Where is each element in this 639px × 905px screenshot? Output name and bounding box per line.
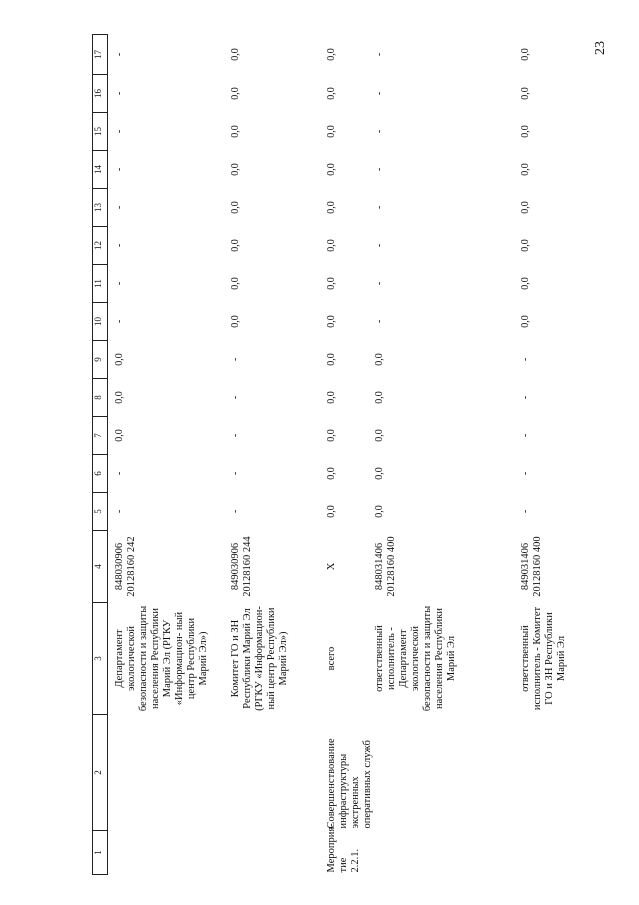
value-cell: - (114, 243, 125, 248)
value-cell: 0,0 (325, 467, 337, 480)
column-header: 14 (93, 151, 108, 189)
value-cell: - (373, 205, 385, 210)
activity-name-cell (108, 715, 230, 831)
column-header: 17 (93, 35, 108, 75)
value-cell: - (373, 281, 385, 286)
value-cell: - (114, 91, 125, 96)
value-cell: - (373, 91, 385, 96)
value-cell: - (519, 433, 531, 438)
value-cell: 0,0 (229, 277, 241, 290)
value-cell: - (114, 281, 125, 286)
value-cell: 0,0 (229, 125, 241, 138)
value-cell: 0,0 (325, 505, 337, 518)
value-cell: 0,0 (519, 277, 531, 290)
column-header: 15 (93, 113, 108, 151)
activity-cell (108, 831, 230, 875)
value-cell: 0,0 (325, 315, 337, 328)
rotated-table-wrapper (92, 35, 631, 875)
value-cell: - (229, 433, 241, 438)
value-cell: 0,0 (229, 48, 241, 61)
value-cell: 0,0 (114, 429, 125, 442)
executor-cell: всего (325, 646, 337, 671)
column-header: 7 (93, 417, 108, 455)
activity-cell (230, 831, 326, 875)
value-cell: 0,0 (325, 277, 337, 290)
value-cell: 0,0 (519, 125, 531, 138)
value-cell: 0,0 (325, 429, 337, 442)
budget-code-cell: X (325, 562, 337, 571)
value-cell: - (229, 509, 241, 514)
value-cell: - (229, 471, 241, 476)
value-cell: - (114, 167, 125, 172)
value-cell: 0,0 (519, 239, 531, 252)
value-cell: 0,0 (325, 163, 337, 176)
value-cell: - (519, 395, 531, 400)
table-row (326, 35, 374, 875)
value-cell: 0,0 (519, 315, 531, 328)
value-cell: - (114, 52, 125, 57)
value-cell: - (373, 52, 385, 57)
header-row (93, 35, 108, 875)
budget-table (92, 34, 600, 875)
value-cell: 0,0 (519, 48, 531, 61)
value-cell: - (519, 509, 531, 514)
executor-cell: ответственный исполнитель - Комитет ГО и ЗН Республики Марий Эл (519, 606, 567, 711)
column-header: 10 (93, 303, 108, 341)
value-cell: 0,0 (325, 48, 337, 61)
value-cell: - (114, 129, 125, 134)
value-cell: - (114, 471, 125, 476)
value-cell: 0,0 (373, 467, 385, 480)
value-cell: 0,0 (229, 201, 241, 214)
value-cell: 0,0 (325, 201, 337, 214)
column-header: 1 (93, 831, 108, 875)
value-cell: 0,0 (325, 125, 337, 138)
value-cell: - (229, 395, 241, 400)
value-cell: - (229, 357, 241, 362)
value-cell: 0,0 (325, 353, 337, 366)
table-row (108, 35, 230, 875)
activity-name-cell: Совершенствование инфраструктуры экстренных оперативных служб (325, 738, 373, 829)
value-cell: 0,0 (229, 315, 241, 328)
column-header: 6 (93, 455, 108, 493)
activity-cell (374, 831, 520, 875)
activity-cell: Мероприя- тие 2.2.1. (325, 823, 361, 873)
column-header: 4 (93, 531, 108, 603)
value-cell: - (114, 205, 125, 210)
column-header: 2 (93, 715, 108, 831)
page-number: 23 (593, 41, 608, 55)
value-cell: 0,0 (519, 201, 531, 214)
value-cell: 0,0 (373, 429, 385, 442)
value-cell: 0,0 (325, 87, 337, 100)
value-cell: - (373, 319, 385, 324)
column-header: 12 (93, 227, 108, 265)
value-cell: 0,0 (229, 163, 241, 176)
activity-name-cell (230, 715, 326, 831)
table-row (374, 35, 520, 875)
column-header: 11 (93, 265, 108, 303)
value-cell: - (373, 243, 385, 248)
value-cell: 0,0 (373, 353, 385, 366)
table-row (520, 35, 600, 875)
value-cell: 0,0 (519, 163, 531, 176)
value-cell: - (373, 129, 385, 134)
value-cell: - (114, 319, 125, 324)
executor-cell: Департамент экологической безопасности и защиты населения Республики Марий Эл (РГКУ «Информацион- ный центр Республики Марий Эл») (114, 605, 210, 712)
column-header: 13 (93, 189, 108, 227)
column-header: 3 (93, 603, 108, 715)
budget-code-cell: 848030906 20128160 242 (114, 536, 138, 597)
value-cell: - (519, 357, 531, 362)
budget-code-cell: 848031406 20128160 400 (373, 536, 397, 597)
value-cell: 0,0 (114, 353, 125, 366)
value-cell: 0,0 (229, 87, 241, 100)
value-cell: - (519, 471, 531, 476)
value-cell: - (373, 167, 385, 172)
budget-code-cell: 849030906 20128160 244 (229, 536, 253, 597)
value-cell: - (114, 509, 125, 514)
column-header: 16 (93, 75, 108, 113)
column-header: 9 (93, 341, 108, 379)
table-row (230, 35, 326, 875)
activity-name-cell (520, 715, 600, 831)
activity-name-cell (374, 715, 520, 831)
value-cell: 0,0 (373, 391, 385, 404)
executor-cell: ответственный исполнитель - Департамент экологической безопасности и защиты населения Республики Марий Эл (373, 605, 458, 712)
executor-cell: Комитет ГО и ЗН Республики Марий Эл (РГКУ «Информацион- ный центр Республики Марий Эл») (229, 606, 289, 711)
value-cell: 0,0 (325, 239, 337, 252)
value-cell: 0,0 (325, 391, 337, 404)
value-cell: 0,0 (229, 239, 241, 252)
budget-code-cell: 849031406 20128160 400 (519, 536, 543, 597)
column-header: 5 (93, 493, 108, 531)
value-cell: 0,0 (114, 391, 125, 404)
activity-cell (520, 831, 600, 875)
value-cell: 0,0 (373, 505, 385, 518)
column-header: 8 (93, 379, 108, 417)
value-cell: 0,0 (519, 87, 531, 100)
